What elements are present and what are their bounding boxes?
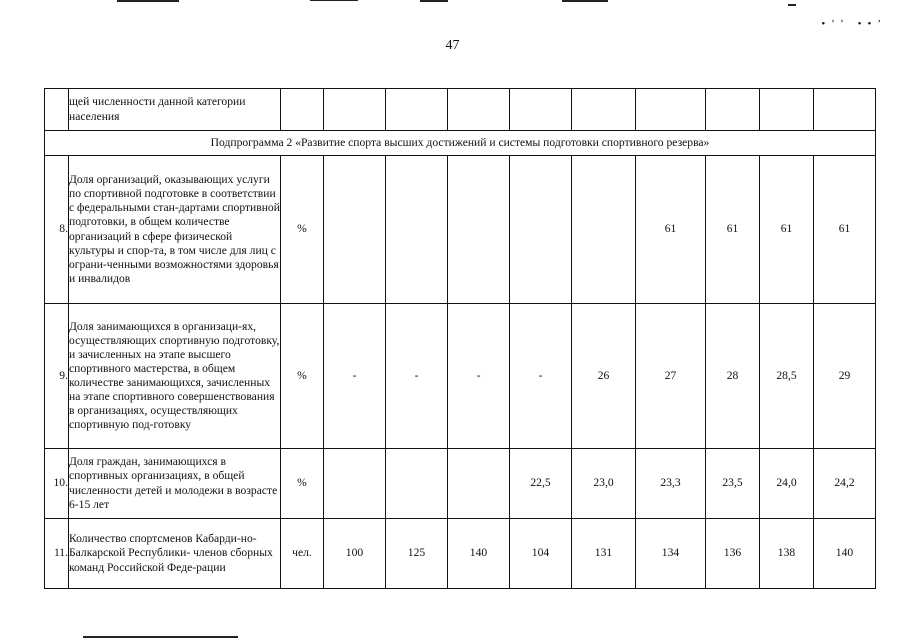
table-row [45, 519, 876, 589]
table-row [45, 156, 876, 304]
value-cell [448, 156, 510, 304]
value-cell [386, 449, 448, 519]
unit-cell: % [281, 304, 324, 449]
value-cell [636, 89, 706, 131]
page-number: 47 [445, 38, 460, 53]
scan-line [117, 0, 179, 2]
scan-line [420, 0, 448, 2]
indicator-text: щей численности данной категории населения [69, 89, 281, 131]
value-cell: - [510, 304, 572, 449]
value-cell: 23,5 [706, 449, 760, 519]
row-number: 8. [45, 156, 69, 304]
value-cell: 24,2 [814, 449, 876, 519]
value-cell: - [448, 304, 510, 449]
indicator-text: Доля организаций, оказывающих услуги по спортивной подготовке в соответствии с федеральными стан-дартами спортивной подготовки, в общем количестве организаций в сфере физической культуры и спор-та, в том числе для лиц с ограни-ченными возможностями здоровья и инвалидов [69, 156, 281, 304]
row-number: 9. [45, 304, 69, 449]
value-cell [386, 156, 448, 304]
value-cell: 136 [706, 519, 760, 589]
footnote-separator [83, 636, 238, 638]
value-cell: 23,3 [636, 449, 706, 519]
value-cell: 140 [814, 519, 876, 589]
value-cell: 27 [636, 304, 706, 449]
subprogram-title: Подпрограмма 2 «Развитие спорта высших достижений и системы подготовки спортивного резерва» [45, 131, 876, 156]
table-row [45, 304, 876, 449]
value-cell: 140 [448, 519, 510, 589]
value-cell [706, 89, 760, 131]
value-cell: 26 [572, 304, 636, 449]
value-cell: 29 [814, 304, 876, 449]
value-cell [510, 89, 572, 131]
scan-line [788, 4, 796, 6]
scan-line [562, 0, 608, 2]
value-cell: 61 [814, 156, 876, 304]
scan-marks: •’’ ••ʼ [821, 18, 887, 30]
value-cell: 28 [706, 304, 760, 449]
value-cell [324, 156, 386, 304]
row-number: 11. [45, 519, 69, 589]
value-cell [510, 156, 572, 304]
indicator-text: Доля занимающихся в организаци-ях, осуществляющих спортивную подготовку, и зачисленных на этапе высшего спортивного мастерства, в общем количестве занимающихся, зачисленных на этапе спортивного совершенствования в организациях, осуществляющих спортивную под-готовку [69, 304, 281, 449]
value-cell [448, 449, 510, 519]
indicator-text: Количество спортсменов Кабарди-но-Балкарской Республики- членов сборных команд Российской Феде-рации [69, 519, 281, 589]
indicator-text: Доля граждан, занимающихся в спортивных организациях, в общей численности детей и молодежи в возрасте 6-15 лет [69, 449, 281, 519]
value-cell [572, 156, 636, 304]
value-cell: 131 [572, 519, 636, 589]
unit-cell [281, 89, 324, 131]
value-cell: 28,5 [760, 304, 814, 449]
value-cell: - [324, 304, 386, 449]
continuation-row [45, 89, 876, 131]
value-cell: 24,0 [760, 449, 814, 519]
value-cell: 61 [760, 156, 814, 304]
value-cell: 138 [760, 519, 814, 589]
value-cell: 61 [636, 156, 706, 304]
value-cell [572, 89, 636, 131]
value-cell: 61 [706, 156, 760, 304]
value-cell: 104 [510, 519, 572, 589]
value-cell [760, 89, 814, 131]
value-cell [386, 89, 448, 131]
value-cell: 125 [386, 519, 448, 589]
scan-line [310, 0, 358, 1]
value-cell: 23,0 [572, 449, 636, 519]
row-number: 10. [45, 449, 69, 519]
table-row [45, 449, 876, 519]
indicators-table [44, 88, 876, 589]
value-cell: 100 [324, 519, 386, 589]
unit-cell: % [281, 449, 324, 519]
value-cell: 22,5 [510, 449, 572, 519]
subprogram-row [45, 131, 876, 156]
value-cell [324, 89, 386, 131]
unit-cell: % [281, 156, 324, 304]
value-cell [814, 89, 876, 131]
value-cell [324, 449, 386, 519]
row-number [45, 89, 69, 131]
unit-cell: чел. [281, 519, 324, 589]
value-cell: - [386, 304, 448, 449]
value-cell [448, 89, 510, 131]
value-cell: 134 [636, 519, 706, 589]
table-body [45, 89, 876, 589]
